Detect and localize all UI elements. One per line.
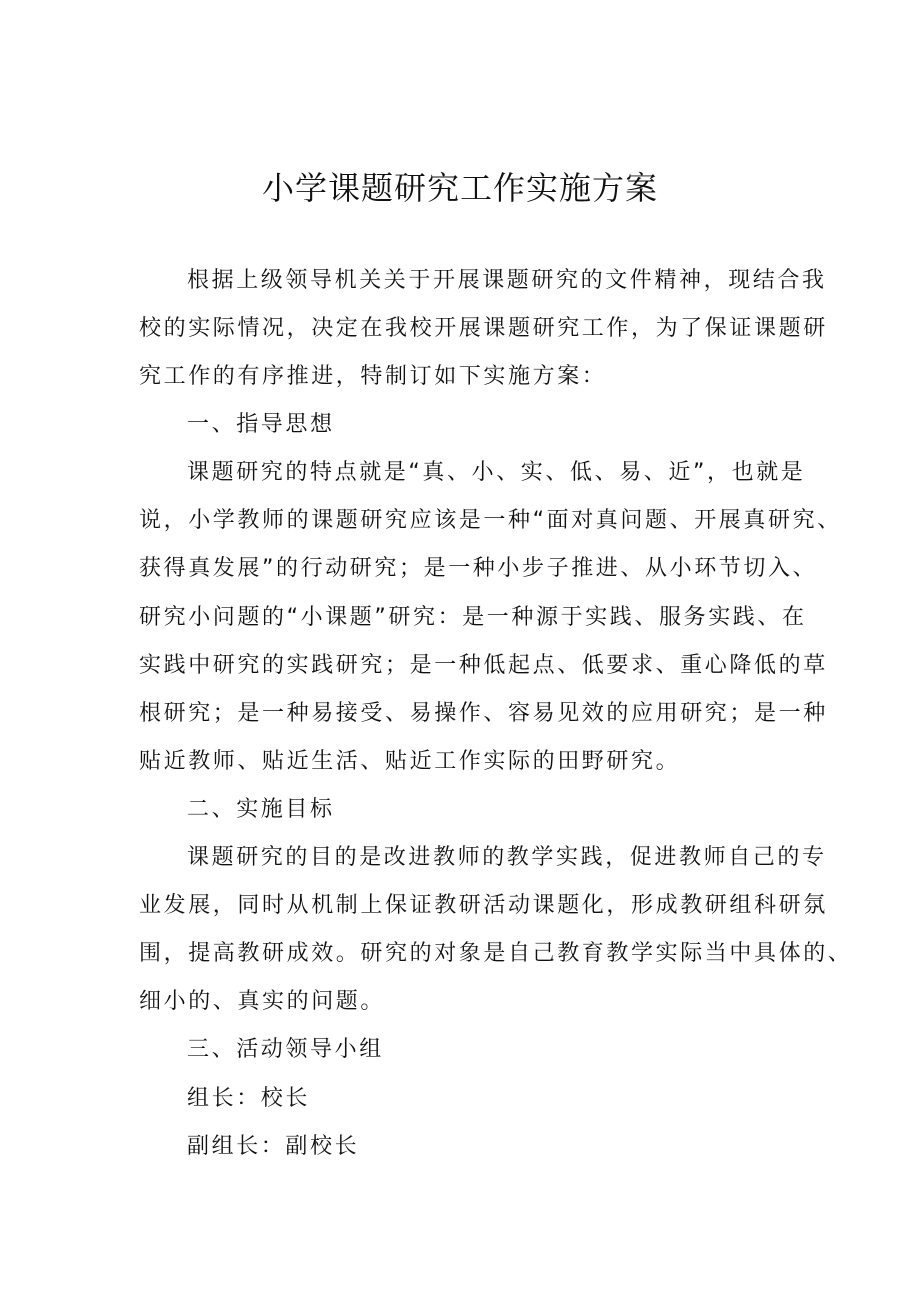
paragraph-intro-line-2: 校的实际情况，决定在我校开展课题研究工作，为了保证课题研 [139, 316, 828, 341]
paragraph-guiding-line-3: 获得真发展”的行动研究；是一种小步子推进、从小环节切入、 [139, 556, 818, 581]
deputy-leader-line: 副组长：副校长 [187, 1134, 360, 1159]
paragraph-goals-line-1: 课题研究的目的是改进教师的教学实践，促进教师自己的专 [187, 845, 827, 870]
paragraph-intro-line-3: 究工作的有序推进，特制订如下实施方案： [139, 364, 607, 389]
paragraph-goals-line-2: 业发展，同时从机制上保证教研活动课题化，形成教研组科研氛 [139, 893, 828, 918]
paragraph-guiding-line-6: 根研究；是一种易接受、易操作、容易见效的应用研究；是一种 [139, 701, 828, 726]
document-title: 小学课题研究工作实施方案 [261, 169, 658, 207]
section-heading-leadership-group: 三、活动领导小组 [187, 1037, 384, 1062]
paragraph-guiding-line-1: 课题研究的特点就是“真、小、实、低、易、近”，也就是 [187, 460, 806, 485]
paragraph-intro-line-1: 根据上级领导机关关于开展课题研究的文件精神，现结合我 [187, 268, 827, 293]
leader-line: 组长：校长 [187, 1086, 311, 1111]
paragraph-guiding-line-7: 贴近教师、贴近生活、贴近工作实际的田野研究。 [139, 749, 681, 774]
section-heading-guiding-thought: 一、指导思想 [187, 412, 335, 437]
paragraph-guiding-line-4: 研究小问题的“小课题”研究：是一种源于实践、服务实践、在 [139, 605, 807, 630]
paragraph-goals-line-3: 围，提高教研成效。研究的对象是自己教育教学实际当中具体的、 [139, 941, 853, 966]
paragraph-guiding-line-2: 说，小学教师的课题研究应该是一种“面对真问题、开展真研究、 [139, 508, 842, 533]
section-heading-goals: 二、实施目标 [187, 797, 335, 822]
paragraph-guiding-line-5: 实践中研究的实践研究；是一种低起点、低要求、重心降低的草 [139, 653, 828, 678]
paragraph-goals-line-4: 细小的、真实的问题。 [139, 989, 386, 1014]
